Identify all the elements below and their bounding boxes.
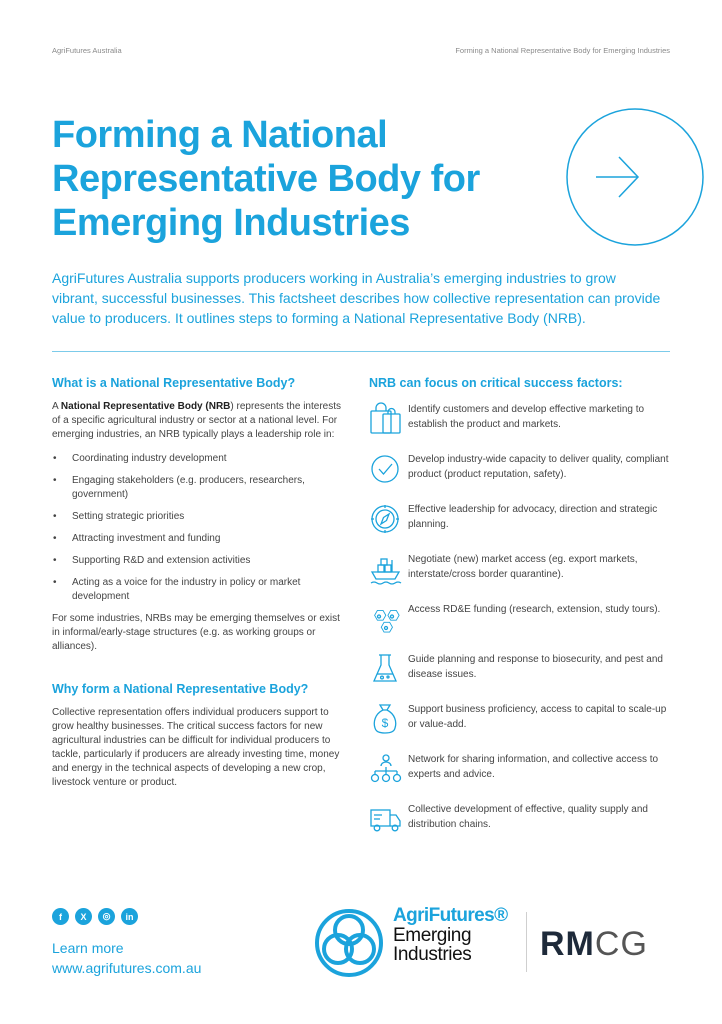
list-item: • Coordinating industry development [52, 452, 344, 466]
network-icon [369, 752, 403, 786]
why-paragraph: Collective representation offers individual producers support to grow healthy businesses. The critical success factors for new agricultural industries can be difficult for individual producers to tackle, particularly if producers are already investing time, money and energy in the technical aspects of developing a new crop, livestock venture or product. [52, 707, 340, 788]
arrow-right-icon[interactable] [564, 106, 706, 248]
brand-name: AgriFutures® [393, 905, 508, 926]
money-bag-icon [369, 702, 403, 736]
cargo-ship-icon [369, 552, 403, 586]
left-column [52, 376, 344, 790]
intro-paragraph: AgriFutures Australia supports producers working in Australia’s emerging industries to grow vibrant, successful businesses. This factsheet describes how collective representation can provide value to producers. It outlines steps to forming a National Representative Body (NRB). [52, 270, 661, 326]
shopping-bags-icon [369, 402, 403, 436]
list-item: • Supporting R&D and extension activities [52, 554, 344, 568]
brand-line: Industries [393, 944, 472, 965]
lab-flask-icon [369, 652, 403, 686]
factor-text: Network for sharing information, and collective access to experts and advice. [408, 754, 659, 780]
factor-text: Effective leadership for advocacy, direction and strategic planning. [408, 504, 658, 530]
factor-item [369, 402, 671, 452]
facebook-icon[interactable]: f [52, 908, 69, 925]
checkmark-circle-icon [369, 452, 403, 486]
list-item: • Attracting investment and funding [52, 532, 344, 546]
what-heading: What is a National Representative Body? [52, 376, 296, 390]
svg-text:$: $ [381, 716, 389, 730]
factor-text: Identify customers and develop effective marketing to establish the product and markets. [408, 404, 645, 430]
factor-item [369, 802, 671, 852]
role-list [52, 452, 344, 604]
list-item: • Setting strategic priorities [52, 510, 344, 524]
social-links [52, 908, 138, 925]
instagram-icon[interactable]: ◎ [98, 908, 115, 925]
factor-text: Access RD&E funding (research, extension, study tours). [408, 604, 661, 615]
page-title [52, 113, 552, 245]
running-header-right: Forming a National Representative Body for Emerging Industries [455, 46, 670, 55]
divider-rule [52, 351, 670, 352]
what-paragraph: A National Representative Body (NRB) represents the interests of a specific agricultural industry or sector at a national level. For emerging industries, an NRB typically plays a leadership role in: [52, 401, 341, 440]
running-header-left: AgriFutures Australia [52, 46, 122, 55]
compass-icon [369, 502, 403, 536]
website-link[interactable]: www.agrifutures.com.au [52, 960, 202, 976]
brand-line: Emerging [393, 925, 472, 946]
factor-item [369, 452, 671, 502]
title-line: Emerging Industries [52, 202, 410, 244]
factor-item [369, 702, 671, 752]
list-item: • Acting as a voice for the industry in policy or market development [52, 576, 344, 604]
factor-item [369, 502, 671, 552]
learn-more-block [52, 938, 201, 978]
factor-item [369, 602, 671, 652]
delivery-truck-icon [369, 802, 403, 836]
factor-item [369, 652, 671, 702]
factor-text: Develop industry-wide capacity to deliver quality, compliant product (product reputation, safety). [408, 454, 669, 480]
right-column [369, 376, 671, 852]
learn-more-label: Learn more [52, 940, 124, 956]
factor-text: Negotiate (new) market access (eg. export markets, interstate/cross border quarantine). [408, 554, 638, 580]
rmcg-logo: RMCG [540, 925, 648, 963]
nrb-term: National Representative Body (NRB [60, 401, 231, 412]
factors-heading: NRB can focus on critical success factors: [369, 376, 623, 390]
title-line: Forming a National [52, 114, 388, 156]
title-line: Representative Body for [52, 158, 480, 200]
why-heading: Why form a National Representative Body? [52, 682, 309, 696]
what-note: For some industries, NRBs may be emerging themselves or exist in informal/early-stage structures (e.g. as working groups or alliances). [52, 613, 340, 652]
linkedin-icon[interactable]: in [121, 908, 138, 925]
factor-item [369, 752, 671, 802]
logo-divider [526, 912, 527, 972]
agrifutures-logo-mark [314, 908, 384, 978]
factor-text: Guide planning and response to biosecurity, and pest and disease issues. [408, 654, 663, 680]
list-item: • Engaging stakeholders (e.g. producers, researchers, government) [52, 474, 344, 502]
molecule-icon [369, 602, 403, 636]
brand-wordmark [393, 906, 507, 964]
factor-item [369, 552, 671, 602]
x-twitter-icon[interactable]: X [75, 908, 92, 925]
factor-text: Collective development of effective, quality supply and distribution chains. [408, 804, 648, 830]
factor-text: Support business proficiency, access to capital to scale-up or value-add. [408, 704, 667, 730]
